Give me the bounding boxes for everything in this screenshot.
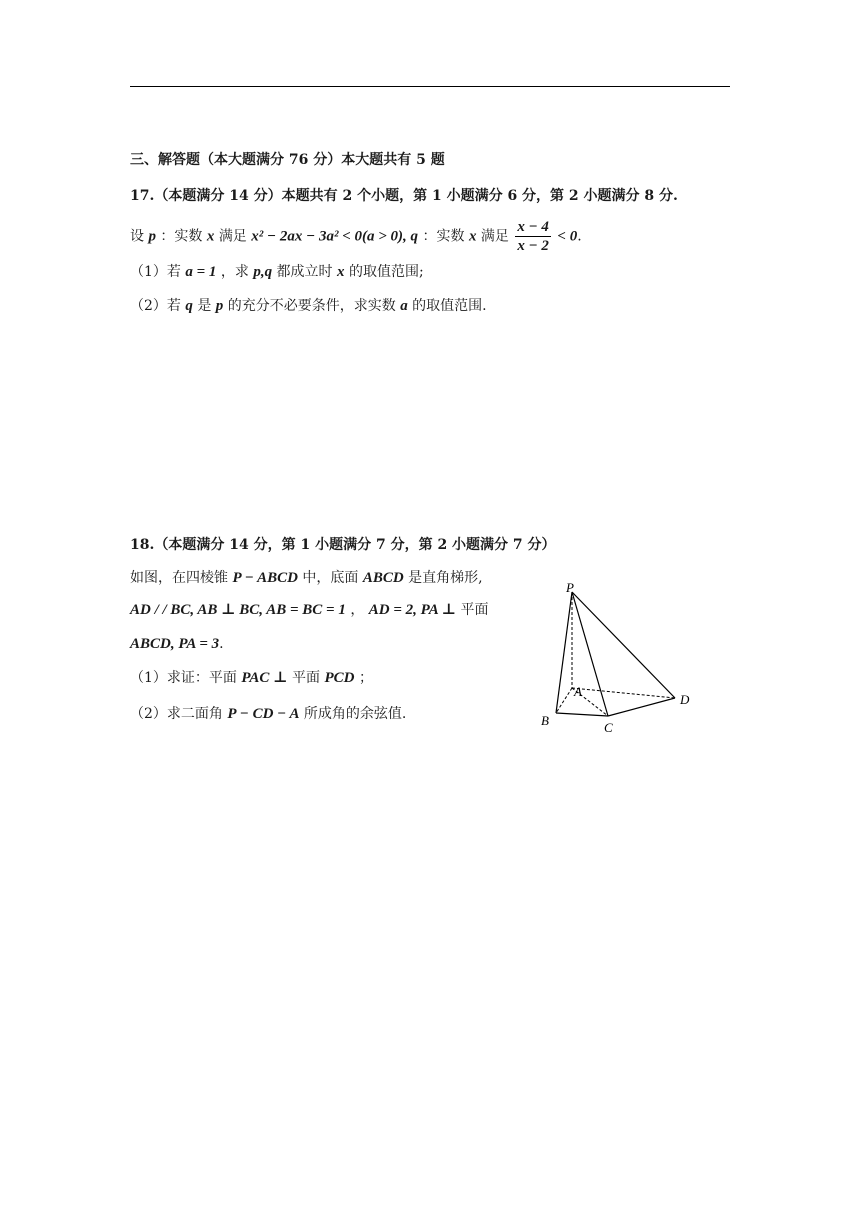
- cond-x2: x: [468, 228, 477, 245]
- p18-l2-math1: AD / / BC, AB ⊥ BC, AB = BC = 1: [130, 602, 346, 618]
- p18-q1-text1: 平面: [292, 670, 321, 686]
- problem-18-q2: [130, 704, 406, 724]
- fraction-denominator: x − 2: [517, 238, 549, 254]
- q1-text1: ，求: [220, 264, 249, 280]
- p18-l2-math2: AD = 2, PA ⊥: [368, 602, 457, 618]
- label-A: A: [574, 684, 582, 699]
- cond-text2: 满足: [218, 228, 247, 245]
- p18-l2-text1: ，: [350, 602, 365, 618]
- problem-18-header: 18.（本题满分 14 分，第 1 小题满分 7 分，第 2 小题满分 7 分）: [130, 537, 556, 553]
- cond-x1: x: [206, 228, 215, 245]
- cond-text1: ：实数: [160, 228, 203, 245]
- cond-text3: ：实数: [422, 228, 465, 245]
- label-B: B: [541, 713, 549, 728]
- edge-CD: [608, 698, 675, 716]
- p18-l1-text2: 中，底面: [302, 570, 359, 586]
- problem-17-q2: [130, 296, 487, 316]
- cond-end: .: [577, 228, 582, 245]
- header-rule: [130, 86, 730, 87]
- pyramid-figure: [530, 578, 710, 738]
- q2-math-a: a: [400, 298, 408, 314]
- p18-l2-text2: 平面: [460, 602, 489, 618]
- cond-inequality: x² − 2ax − 3a² < 0(a > 0), q: [251, 228, 419, 245]
- p18-l1-math1: P − ABCD: [232, 570, 298, 586]
- problem-17-header: 17.（本题满分 14 分）本题共有 2 个小题，第 1 小题满分 6 分，第 2 小题满分 8 分.: [130, 188, 678, 204]
- cond-prefix: 设: [130, 228, 144, 245]
- p18-l1-math2: ABCD: [362, 570, 404, 586]
- fraction-numerator: x − 4: [517, 219, 549, 235]
- p18-q2-text1: 所成角的余弦值.: [303, 706, 407, 722]
- q2-text1: 是: [197, 298, 212, 314]
- problem-18-line2: [130, 600, 488, 620]
- q2-text2: 的充分不必要条件，求实数: [227, 298, 396, 314]
- problem-18-line1: [130, 568, 483, 588]
- q2-label: （2）若: [130, 298, 181, 314]
- p18-q2-label: （2）求二面角: [130, 706, 223, 722]
- p18-l3-text1: .: [219, 636, 224, 652]
- q1-math-pq: p,q: [253, 264, 273, 280]
- p18-q1-math1: PAC ⊥: [241, 670, 288, 686]
- label-D: D: [680, 692, 690, 707]
- q1-label: （1）若: [130, 264, 181, 280]
- problem-18-q1: [130, 668, 373, 688]
- edge-BC: [556, 713, 608, 716]
- label-C: C: [604, 720, 613, 735]
- p18-q1-math2: PCD: [324, 670, 355, 686]
- q2-text3: 的取值范围.: [412, 298, 487, 314]
- problem-18-line3: [130, 634, 224, 654]
- q1-math-x: x: [337, 264, 345, 280]
- edge-AD: [572, 688, 675, 698]
- q1-text3: 的取值范围;: [348, 264, 424, 280]
- q1-math-a: a = 1: [185, 264, 217, 280]
- problem-17-q1: [130, 262, 424, 282]
- cond-p: p: [148, 228, 156, 245]
- q1-text2: 都成立时: [276, 264, 333, 280]
- section-heading: 三、解答题（本大题满分 76 分）本大题共有 5 题: [130, 152, 445, 168]
- fraction-rhs: < 0: [557, 228, 578, 245]
- fraction: [515, 218, 551, 255]
- q2-math-q: q: [185, 298, 193, 314]
- p18-q1-text2: ；: [358, 670, 373, 686]
- p18-l3-math1: ABCD, PA = 3: [130, 636, 220, 652]
- q2-math-p: p: [215, 298, 224, 314]
- p18-q1-label: （1）求证：平面: [130, 670, 237, 686]
- problem-17-condition: [130, 218, 582, 255]
- label-P: P: [566, 580, 574, 595]
- edge-PB: [556, 592, 572, 713]
- cond-text4: 满足: [480, 228, 509, 245]
- p18-l1-text1: 如图，在四棱锥: [130, 570, 228, 586]
- p18-q2-math1: P − CD − A: [227, 706, 300, 722]
- p18-l1-text3: 是直角梯形,: [408, 570, 483, 586]
